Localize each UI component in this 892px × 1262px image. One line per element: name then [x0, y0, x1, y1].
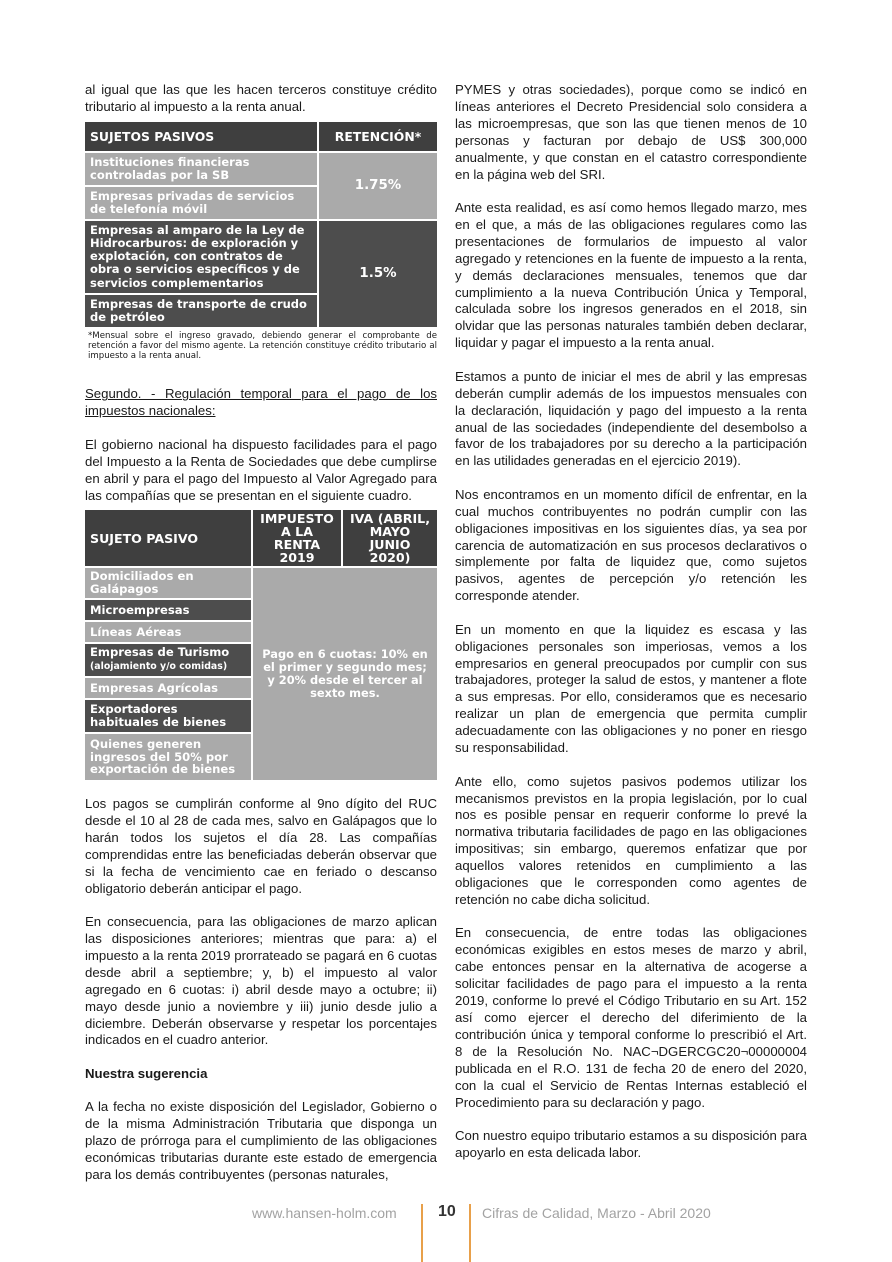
- paragraph: En consecuencia, para las obligaciones de marzo aplican las disposiciones anteriores; mientras que para: a) el impuesto a la renta 2019 prorrateado se pagará en 6 cuotas desde abril a septiembre; y, b) el impuesto al valor agregado en 6 cuotas: i) abril desde mayo a octubre; ii) mayo desde junio a noviembre y iii) junio desde julio a diciembre. Deberán observarse y respetar los porcentajes indicados en el cuadro anterior.: [85, 914, 437, 1048]
- table-row: Empresas de transporte de crudo de petróleo: [85, 295, 317, 327]
- table-header-retencion: RETENCIÓN*: [319, 122, 437, 151]
- table-row: Quienes generen ingresos del 50% por exportación de bienes: [85, 734, 251, 780]
- paragraph: Ante esta realidad, es así como hemos llegado marzo, mes en el que, a más de las obligaciones regulares como las presentaciones de formularios de impuesto al valor agregado y retenciones en la fuente de impuesto a la renta, y demás declaraciones mensuales, tenemos que dar cumplimiento a la nueva Contribución Única y Temporal, calculada sobre los ingresos generados en el 2018, sin olvidar que las personas naturales también deben declarar, liquidar y pagar el impuesto a la renta anual.: [455, 200, 807, 351]
- table-header-sujeto: SUJETO PASIVO: [85, 510, 251, 566]
- footer-divider-right: [469, 1204, 471, 1262]
- retention-rate: 1.5%: [319, 221, 437, 327]
- paragraph: Estamos a punto de iniciar el mes de abril y las empresas deberán cumplir además de los impuestos mensuales con la declaración, liquidación y pago del impuesto a la renta anual de las sociedades (independiente del desembolso a favor de los trabajadores por su derecho a la participación en las utilidades generadas en el ejercicio 2019).: [455, 368, 807, 469]
- paragraph: En consecuencia, de entre todas las obligaciones económicas exigibles en estos meses de marzo y abril, cabe entonces pensar en la alternativa de acogerse a solicitar facilidades de pago para el impuesto a la renta 2019, conforme lo prevé el Código Tributario en su Art. 152 así como ejercer el derecho del diferimiento de la contribución única y temporal conforme lo prescribió el Art. 8 de la Resolución No. NAC¬DGERCGC20¬00000004 publicada en el R.O. 131 de fecha 20 de enero del 2020, con la cual el Servicio de Rentas Internas estableció el Procedimiento para su declaración y pago.: [455, 925, 807, 1110]
- section-heading-sugerencia: Nuestra sugerencia: [85, 1065, 208, 1081]
- section-heading-segundo: Segundo. - Regulación temporal para el pago de los impuestos nacionales:: [85, 386, 437, 419]
- retention-rate: 1.75%: [319, 153, 437, 219]
- table-header-renta: IMPUESTO A LA RENTA 2019: [253, 510, 341, 566]
- payment-facilities-table: [83, 508, 439, 782]
- paragraph: A la fecha no existe disposición del Legislador, Gobierno o de la misma Administración Tributaria que disponga un plazo de prórroga para el cumplimiento de las obligaciones económicas tributarias durante este estado de emergencia para los demás contribuyentes (personas naturales,: [85, 1099, 437, 1183]
- table-footnote: *Mensual sobre el ingreso gravado, debiendo generar el comprobante de retención a favor del mismo agente. La retención constituye crédito tributario al impuesto a la renta anual.: [88, 330, 437, 362]
- paragraph: Con nuestro equipo tributario estamos a su disposición para apoyarlo en esta delicada labor.: [455, 1128, 807, 1160]
- paragraph: El gobierno nacional ha dispuesto facilidades para el pago del Impuesto a la Renta de Sociedades que debe cumplirse en abril y para el pago del Impuesto al Valor Agregado para las compañías que se presentan en el siguiente cuadro.: [85, 436, 437, 503]
- intro-paragraph: al igual que las que les hacen terceros constituye crédito tributario al impuesto a la renta anual.: [85, 82, 437, 114]
- paragraph: PYMES y otras sociedades), porque como se indicó en líneas anteriores el Decreto Presidencial solo considera a las microempresas, que son las que tienen menos de 10 personas y facturan por debajo de US$ 300,000 anualmente, y que constan en el catastro correspondiente en la página web del SRI.: [455, 82, 807, 182]
- row-sublabel: (alojamiento y/o comidas): [90, 661, 228, 673]
- paragraph: En un momento en que la liquidez es escasa y las obligaciones personales son imperiosas, vemos a los empresarios en general preocupados por cumplir con sus trabajadores, proteger la salud de estos, y mantener a flote a sus empresas. Por ello, consideramos que es necesario realizar un plan de emergencia que permita cumplir adecuadamente con las obligaciones y no poner en riesgo su responsabilidad.: [455, 621, 807, 756]
- table-row: Microempresas: [85, 600, 251, 620]
- payment-terms-lead: Pago en 6 cuotas: [262, 646, 373, 661]
- paragraph: Ante ello, como sujetos pasivos podemos utilizar los mecanismos previstos en la propia legislación, por lo cual nos es posible pensar en requerir conforme lo prevé la normativa tributaria facilidades de pago en las obligaciones impositivas; sin embargo, queremos enfatizar que por aquellos valores retenidos en cumplimiento a las obligaciones que le corresponden como agentes de retención no cabe dicha solicitud.: [455, 773, 807, 907]
- table-header-iva: IVA (ABRIL, MAYO JUNIO 2020): [343, 510, 437, 566]
- table-header-sujetos: SUJETOS PASIVOS: [85, 122, 317, 151]
- table-row: Empresas al amparo de la Ley de Hidrocarburos: de exploración y explotación, con contratos de obra o servicios específicos y de servicios complementarios: [85, 221, 317, 293]
- table-row: Instituciones financieras controladas por la SB: [85, 153, 317, 185]
- payment-terms-cell: [253, 568, 437, 780]
- footer-website: www.hansen-holm.com: [252, 1205, 397, 1221]
- table-row: Empresas privadas de servicios de telefonía móvil: [85, 187, 317, 219]
- footer-publication: Cifras de Calidad, Marzo - Abril 2020: [482, 1205, 711, 1221]
- paragraph: Nos encontramos en un momento difícil de enfrentar, en la cual muchos contribuyentes no podrán cumplir con las obligaciones impositivas en los siguientes días, ya sea por carencia de automatización en sus procesos declarativos o simplemente por falta de liquidez que, como sujetos pasivos, agentes de percepción y/o retención les corresponde atender.: [455, 486, 807, 604]
- table-row: Exportadores habituales de bienes: [85, 700, 251, 732]
- left-column: [85, 82, 437, 1201]
- table-row: Empresas Agrícolas: [85, 678, 251, 698]
- retention-table: [83, 120, 439, 329]
- table-row: [85, 644, 251, 676]
- payment-terms-text: : 10% en el primer y segundo mes; y 20% desde el tercer al sexto mes.: [263, 646, 428, 701]
- right-column: [455, 82, 807, 1178]
- footer-divider-left: [421, 1204, 423, 1262]
- row-label: Empresas de Turismo: [90, 645, 230, 660]
- page-number: 10: [438, 1203, 456, 1220]
- table-row: Líneas Aéreas: [85, 622, 251, 642]
- paragraph: Los pagos se cumplirán conforme al 9no dígito del RUC desde el 10 al 28 de cada mes, salvo en Galápagos que lo harán todos los sujetos el día 28. Las compañías comprendidas entre las beneficiadas deberán observar que si la fecha de vencimiento cae en feriado o descanso obligatorio deberán anticipar el pago.: [85, 796, 437, 896]
- table-row: Domiciliados en Galápagos: [85, 568, 251, 598]
